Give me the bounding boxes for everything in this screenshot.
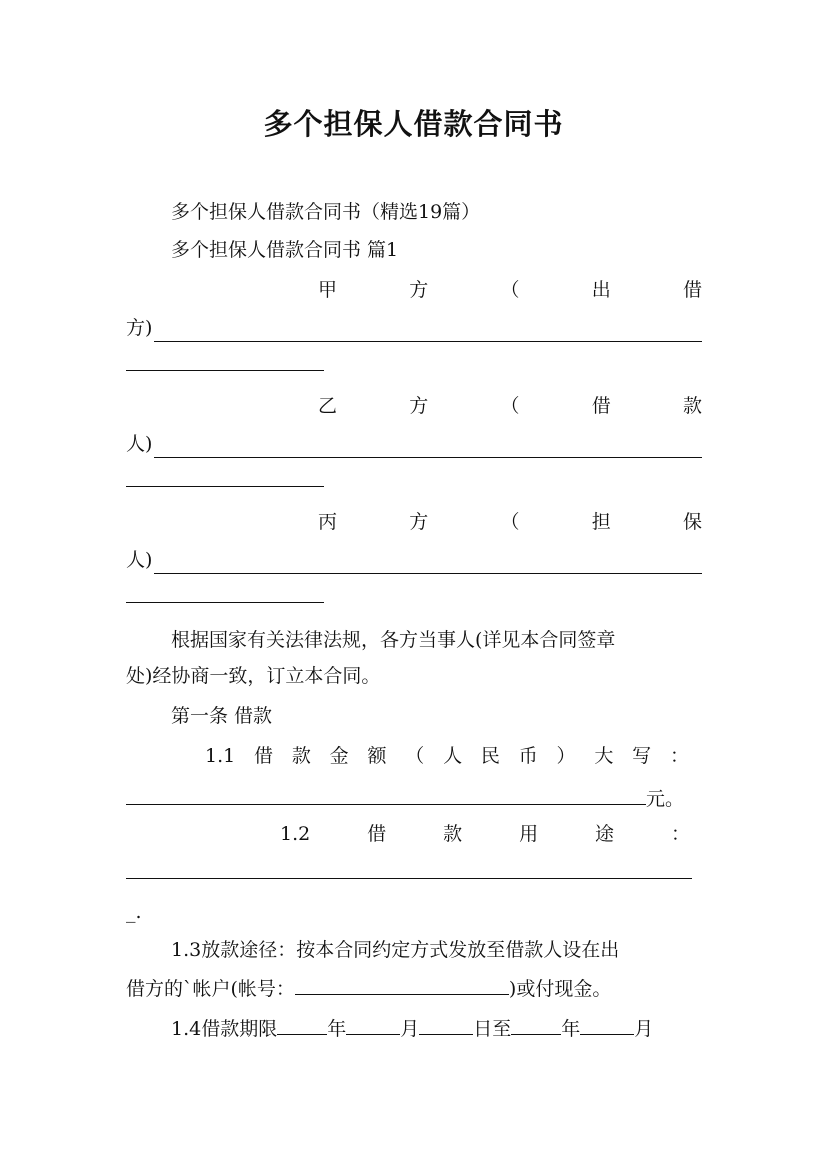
party-b-char: 款 — [682, 395, 702, 417]
party-b-blank-row — [126, 430, 702, 458]
party-c-tail: 人) — [126, 549, 153, 571]
document-subtitle: 多个担保人借款合同书（精选19篇） — [171, 201, 481, 223]
party-a-char: （ — [500, 279, 520, 301]
date-unit: 年 — [561, 1018, 581, 1040]
party-c-label — [318, 508, 702, 536]
date-blank[interactable] — [580, 1014, 634, 1035]
item-1-1-char: ） — [556, 745, 576, 767]
party-a-blank-row — [126, 314, 702, 342]
party-b-char: （ — [500, 395, 520, 417]
party-b-char: 方 — [409, 395, 429, 417]
party-a-blank-2[interactable] — [126, 350, 324, 371]
date-blank[interactable] — [419, 1014, 473, 1035]
item-1-1-blank[interactable] — [126, 784, 646, 805]
item-1-1-char: 写 — [632, 745, 652, 767]
date-unit: 年 — [327, 1018, 347, 1040]
date-blank[interactable] — [277, 1014, 327, 1035]
party-c-char: （ — [500, 511, 520, 533]
item-1-1-char: 人 — [443, 745, 463, 767]
party-c-blank-row — [126, 546, 702, 574]
item-1-2-char: 1.2 — [280, 823, 311, 845]
party-a-label — [318, 276, 702, 304]
party-a-char: 甲 — [318, 279, 338, 301]
date-blank[interactable] — [511, 1014, 561, 1035]
item-1-4 — [126, 1014, 747, 1042]
item-1-1-char: 金 — [329, 745, 349, 767]
item-1-1-tail: 元。 — [646, 788, 685, 810]
item-1-3-text-a: 借方的`帐户(帐号： — [126, 978, 295, 1000]
intro-line-2: 处)经协商一致，订立本合同。 — [126, 665, 381, 687]
party-c-char: 丙 — [318, 511, 338, 533]
party-a-char: 方 — [409, 279, 429, 301]
party-c-blank[interactable] — [154, 552, 702, 574]
item-1-1-char: 民 — [480, 745, 500, 767]
item-1-1-char: 借 — [254, 745, 274, 767]
party-b-char: 乙 — [318, 395, 338, 417]
party-a-blank[interactable] — [154, 320, 702, 342]
item-1-2-blank[interactable] — [126, 858, 692, 879]
item-1-2-char: 款 — [443, 823, 463, 845]
party-a-blank-cont — [126, 350, 702, 378]
party-a-char: 借 — [682, 279, 702, 301]
party-c-blank-2[interactable] — [126, 582, 324, 603]
section-heading: 多个担保人借款合同书 篇1 — [171, 239, 399, 261]
date-unit: 日至 — [473, 1018, 512, 1040]
item-1-1-label — [205, 742, 689, 770]
item-1-4-lead: 1.4借款期限 — [171, 1018, 278, 1040]
party-c-char: 方 — [409, 511, 429, 533]
article-1-heading: 第一条 借款 — [171, 705, 273, 727]
item-1-3-line-2 — [126, 974, 702, 1002]
party-b-blank[interactable] — [154, 436, 702, 458]
party-b-char: 借 — [591, 395, 611, 417]
party-a-char: 出 — [591, 279, 611, 301]
party-b-blank-2[interactable] — [126, 466, 324, 487]
item-1-1-blank-row — [126, 784, 702, 812]
party-c-blank-cont — [126, 582, 702, 610]
item-1-2-tail: _. — [126, 901, 142, 923]
item-1-3-text-b: )或付现金。 — [508, 978, 612, 1000]
item-1-3-line-1: 1.3放款途径：按本合同约定方式发放至借款人设在出 — [171, 939, 620, 961]
item-1-1-char: ： — [669, 745, 689, 767]
party-c-char: 担 — [591, 511, 611, 533]
party-b-tail: 人) — [126, 433, 153, 455]
item-1-1-char: 1.1 — [205, 745, 236, 767]
party-b-label — [318, 392, 702, 420]
account-number-blank[interactable] — [295, 974, 509, 995]
item-1-2-char: 用 — [519, 823, 539, 845]
date-blank[interactable] — [346, 1014, 400, 1035]
item-1-2-char: ： — [670, 823, 690, 845]
party-c-char: 保 — [682, 511, 702, 533]
item-1-2-char: 借 — [367, 823, 387, 845]
date-unit: 月 — [634, 1018, 654, 1040]
item-1-1-char: 币 — [518, 745, 538, 767]
item-1-2-label — [280, 820, 690, 848]
item-1-1-char: 款 — [291, 745, 311, 767]
party-a-tail: 方) — [126, 317, 153, 339]
date-unit: 月 — [400, 1018, 420, 1040]
item-1-1-char: （ — [405, 745, 425, 767]
item-1-1-char: 大 — [594, 745, 614, 767]
document-title: 多个担保人借款合同书 — [263, 107, 564, 141]
intro-line-1: 根据国家有关法律法规，各方当事人(详见本合同签章 — [171, 629, 616, 651]
item-1-2-blank-row — [126, 858, 702, 886]
party-b-blank-cont — [126, 466, 702, 494]
item-1-1-char: 额 — [367, 745, 387, 767]
item-1-2-char: 途 — [595, 823, 615, 845]
